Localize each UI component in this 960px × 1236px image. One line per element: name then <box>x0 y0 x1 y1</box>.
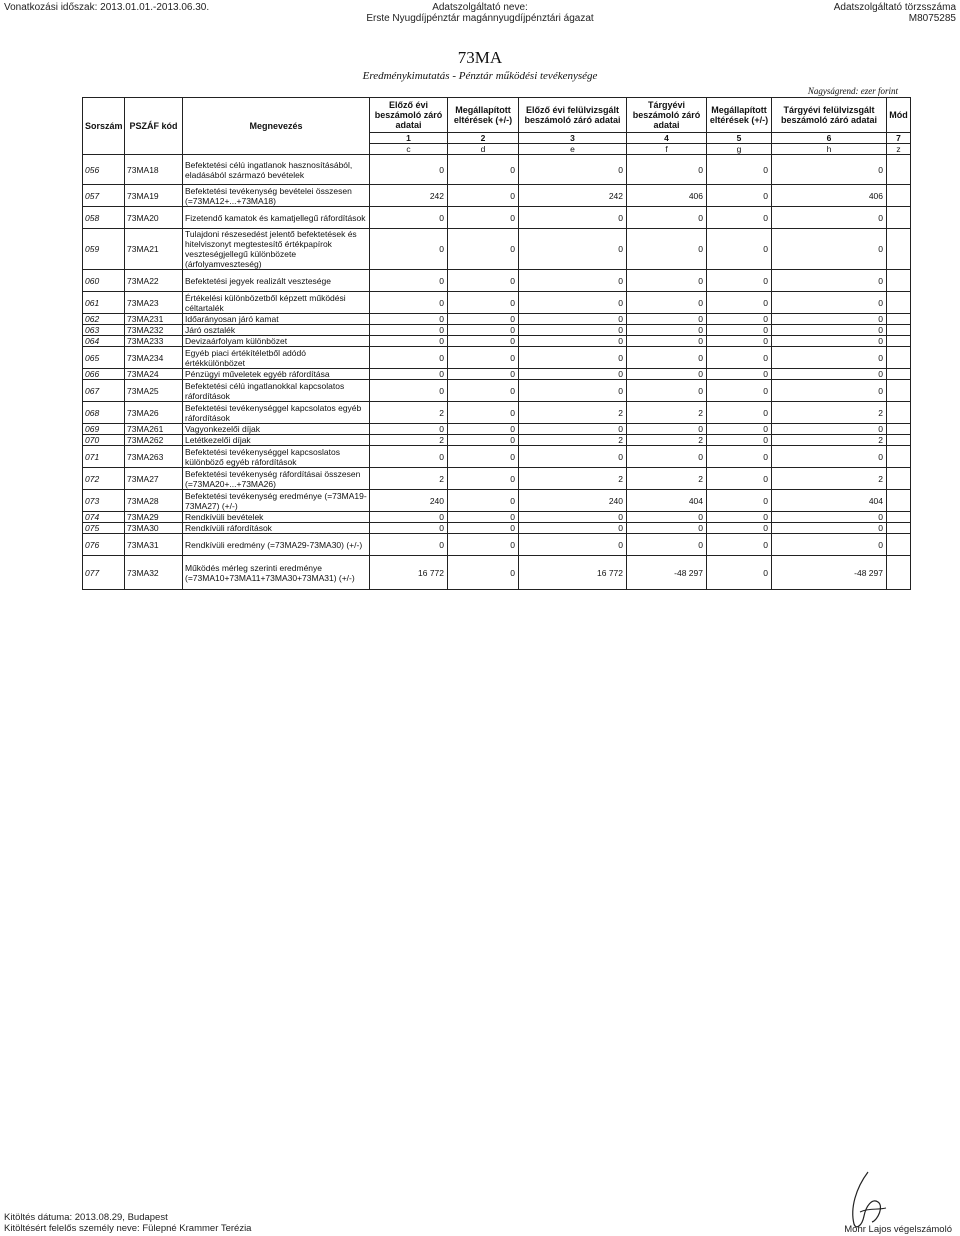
row-sorszam: 077 <box>83 556 125 590</box>
row-pszaf-kod: 73MA231 <box>125 314 183 325</box>
row-sorszam: 074 <box>83 512 125 523</box>
row-value: 0 <box>519 229 627 270</box>
row-value: 0 <box>370 424 448 435</box>
row-value: 0 <box>707 402 772 424</box>
row-megnevezes: Befektetési jegyek realizált vesztesége <box>183 270 370 292</box>
row-mod <box>887 534 911 556</box>
row-value: 0 <box>448 155 519 185</box>
col-letter: c <box>370 144 448 155</box>
row-value: 0 <box>707 185 772 207</box>
table-row <box>83 336 911 347</box>
row-sorszam: 058 <box>83 207 125 229</box>
row-value: 240 <box>370 490 448 512</box>
row-pszaf-kod: 73MA262 <box>125 435 183 446</box>
row-value: 2 <box>519 402 627 424</box>
row-value: 0 <box>707 207 772 229</box>
row-value: 0 <box>519 424 627 435</box>
col-curr-diff: Megállapított eltérések (+/-) <box>707 98 772 133</box>
row-mod <box>887 468 911 490</box>
row-value: 0 <box>627 325 707 336</box>
row-value: 0 <box>519 155 627 185</box>
row-value: 0 <box>370 446 448 468</box>
row-value: 0 <box>370 155 448 185</box>
row-value: 0 <box>448 523 519 534</box>
row-megnevezes: Befektetési tevékenységgel kapcsoslatos különböző egyéb ráfordítások <box>183 446 370 468</box>
row-value: 0 <box>448 336 519 347</box>
row-value: 0 <box>707 490 772 512</box>
row-mod <box>887 424 911 435</box>
row-value: 2 <box>627 468 707 490</box>
row-value: 0 <box>448 402 519 424</box>
row-value: 0 <box>370 292 448 314</box>
row-mod <box>887 347 911 369</box>
row-megnevezes: Működés mérleg szerinti eredménye (=73MA10+73MA11+73MA30+73MA31) (+/-) <box>183 556 370 590</box>
row-value: 0 <box>370 314 448 325</box>
row-value: 0 <box>627 336 707 347</box>
row-value: 0 <box>448 380 519 402</box>
row-value: 0 <box>519 512 627 523</box>
row-megnevezes: Letétkezelői díjak <box>183 435 370 446</box>
table-row <box>83 468 911 490</box>
row-value: 0 <box>772 523 887 534</box>
row-mod <box>887 380 911 402</box>
row-sorszam: 071 <box>83 446 125 468</box>
row-megnevezes: Befektetési tevékenység bevételei összesen (=73MA12+...+73MA18) <box>183 185 370 207</box>
row-pszaf-kod: 73MA24 <box>125 369 183 380</box>
row-value: 0 <box>627 229 707 270</box>
row-value: 406 <box>772 185 887 207</box>
row-pszaf-kod: 73MA31 <box>125 534 183 556</box>
row-sorszam: 062 <box>83 314 125 325</box>
row-value: 0 <box>448 556 519 590</box>
table-row <box>83 314 911 325</box>
row-sorszam: 066 <box>83 369 125 380</box>
row-value: 2 <box>772 435 887 446</box>
report-subtitle: Eredménykimutatás - Pénztár működési tevékenysége <box>362 70 598 82</box>
unit-label: Nagyságrend: ezer forint <box>807 86 898 96</box>
row-pszaf-kod: 73MA18 <box>125 155 183 185</box>
row-value: 0 <box>448 292 519 314</box>
row-value: 0 <box>519 207 627 229</box>
row-value: 0 <box>707 446 772 468</box>
row-value: 0 <box>448 185 519 207</box>
col-number: 4 <box>627 133 707 144</box>
row-value: 0 <box>707 534 772 556</box>
row-pszaf-kod: 73MA20 <box>125 207 183 229</box>
row-sorszam: 065 <box>83 347 125 369</box>
row-value: 0 <box>370 325 448 336</box>
row-mod <box>887 292 911 314</box>
row-value: 0 <box>772 512 887 523</box>
row-pszaf-kod: 73MA21 <box>125 229 183 270</box>
row-pszaf-kod: 73MA23 <box>125 292 183 314</box>
col-megnevezes: Megnevezés <box>183 98 370 155</box>
row-value: 0 <box>707 325 772 336</box>
row-value: 0 <box>370 229 448 270</box>
row-value: 404 <box>772 490 887 512</box>
row-pszaf-kod: 73MA29 <box>125 512 183 523</box>
row-megnevezes: Befektetési tevékenység ráfordításai összesen (=73MA20+...+73MA26) <box>183 468 370 490</box>
row-value: 2 <box>519 468 627 490</box>
row-sorszam: 075 <box>83 523 125 534</box>
row-value: 406 <box>627 185 707 207</box>
table-row <box>83 185 911 207</box>
row-sorszam: 063 <box>83 325 125 336</box>
row-value: 0 <box>772 270 887 292</box>
row-megnevezes: Tulajdoni részesedést jelentő befektetések és hitelviszonyt megtestesítő értékpapírok veszteségjellegű különbözete (árfolyamveszteség) <box>183 229 370 270</box>
row-value: 2 <box>370 468 448 490</box>
column-header-row <box>83 98 911 133</box>
report-title: 73MA <box>457 48 503 67</box>
row-value: 0 <box>772 534 887 556</box>
row-value: 0 <box>448 207 519 229</box>
row-value: 0 <box>370 347 448 369</box>
table-row <box>83 424 911 435</box>
row-value: 0 <box>448 446 519 468</box>
row-value: 0 <box>370 207 448 229</box>
row-value: 0 <box>772 207 887 229</box>
row-value: 240 <box>519 490 627 512</box>
fill-date: Kitöltés dátuma: 2013.08.29, Budapest <box>4 1212 168 1223</box>
row-value: 0 <box>772 424 887 435</box>
signature <box>838 1168 898 1230</box>
row-value: 0 <box>772 336 887 347</box>
row-sorszam: 069 <box>83 424 125 435</box>
row-pszaf-kod: 73MA25 <box>125 380 183 402</box>
row-value: 0 <box>627 369 707 380</box>
row-pszaf-kod: 73MA233 <box>125 336 183 347</box>
table-row <box>83 380 911 402</box>
row-mod <box>887 402 911 424</box>
provider-name-label: Adatszolgáltató neve: <box>432 2 528 13</box>
row-megnevezes: Járó osztalék <box>183 325 370 336</box>
row-sorszam: 073 <box>83 490 125 512</box>
row-value: 0 <box>627 523 707 534</box>
row-value: 0 <box>627 314 707 325</box>
row-value: 0 <box>707 380 772 402</box>
row-sorszam: 059 <box>83 229 125 270</box>
row-mod <box>887 336 911 347</box>
row-value: 0 <box>627 534 707 556</box>
row-mod <box>887 270 911 292</box>
row-megnevezes: Rendkívüli bevételek <box>183 512 370 523</box>
row-pszaf-kod: 73MA27 <box>125 468 183 490</box>
row-value: 0 <box>448 325 519 336</box>
row-value: 0 <box>448 534 519 556</box>
row-pszaf-kod: 73MA263 <box>125 446 183 468</box>
row-value: 0 <box>448 424 519 435</box>
period-label: Vonatkozási időszak: 2013.01.01.-2013.06.30. <box>4 2 210 13</box>
provider-id-value: M8075285 <box>908 13 956 24</box>
row-sorszam: 067 <box>83 380 125 402</box>
row-value: 0 <box>627 270 707 292</box>
row-value: 0 <box>627 347 707 369</box>
row-pszaf-kod: 73MA234 <box>125 347 183 369</box>
table-row <box>83 534 911 556</box>
row-sorszam: 068 <box>83 402 125 424</box>
col-prev-audited: Előző évi felülvizsgált beszámoló záró adatai <box>519 98 627 133</box>
row-value: 0 <box>519 523 627 534</box>
row-mod <box>887 185 911 207</box>
row-megnevezes: Devizaárfolyam különbözet <box>183 336 370 347</box>
row-mod <box>887 446 911 468</box>
row-megnevezes: Befektetési tevékenység eredménye (=73MA19-73MA27) (+/-) <box>183 490 370 512</box>
col-number: 3 <box>519 133 627 144</box>
table-row <box>83 402 911 424</box>
col-mod: Mód <box>887 98 911 133</box>
row-value: 0 <box>772 446 887 468</box>
row-value: 0 <box>772 380 887 402</box>
row-megnevezes: Értékelési különbözetből képzett működési céltartalék <box>183 292 370 314</box>
row-mod <box>887 435 911 446</box>
row-megnevezes: Egyéb piaci értékítéletből adódó értékkülönbözet <box>183 347 370 369</box>
col-number: 2 <box>448 133 519 144</box>
row-mod <box>887 155 911 185</box>
row-sorszam: 061 <box>83 292 125 314</box>
table-row <box>83 270 911 292</box>
row-value: -48 297 <box>627 556 707 590</box>
col-letter: f <box>627 144 707 155</box>
col-letter: g <box>707 144 772 155</box>
row-value: 2 <box>772 402 887 424</box>
row-value: 0 <box>627 207 707 229</box>
table-row <box>83 292 911 314</box>
provider-name <box>0 2 960 24</box>
row-megnevezes: Időarányosan járó kamat <box>183 314 370 325</box>
row-value: 0 <box>519 314 627 325</box>
row-value: 0 <box>772 292 887 314</box>
row-megnevezes: Rendkívüli ráfordítások <box>183 523 370 534</box>
row-pszaf-kod: 73MA22 <box>125 270 183 292</box>
row-value: 242 <box>370 185 448 207</box>
row-pszaf-kod: 73MA232 <box>125 325 183 336</box>
row-pszaf-kod: 73MA28 <box>125 490 183 512</box>
row-value: 0 <box>772 369 887 380</box>
row-value: 0 <box>707 512 772 523</box>
col-curr-audited: Tárgyévi felülvizsgált beszámoló záró adatai <box>772 98 887 133</box>
row-megnevezes: Befektetési tevékenységgel kapcsolatos egyéb ráfordítások <box>183 402 370 424</box>
row-value: 0 <box>519 270 627 292</box>
row-mod <box>887 325 911 336</box>
row-value: 0 <box>370 270 448 292</box>
row-value: 0 <box>448 512 519 523</box>
table-row <box>83 523 911 534</box>
row-value: 0 <box>627 424 707 435</box>
table-row <box>83 512 911 523</box>
row-value: 0 <box>627 292 707 314</box>
col-number: 1 <box>370 133 448 144</box>
row-value: 0 <box>370 336 448 347</box>
col-number: 5 <box>707 133 772 144</box>
row-pszaf-kod: 73MA19 <box>125 185 183 207</box>
row-value: 0 <box>448 270 519 292</box>
col-letter: d <box>448 144 519 155</box>
row-value: 0 <box>519 380 627 402</box>
row-sorszam: 070 <box>83 435 125 446</box>
row-mod <box>887 490 911 512</box>
provider-id <box>834 2 956 24</box>
row-value: 0 <box>707 314 772 325</box>
table-row <box>83 446 911 468</box>
row-megnevezes: Vagyonkezelői díjak <box>183 424 370 435</box>
row-sorszam: 057 <box>83 185 125 207</box>
row-value: 0 <box>519 347 627 369</box>
row-value: 2 <box>370 402 448 424</box>
row-megnevezes: Befektetési célú ingatlanokkal kapcsolatos ráfordítások <box>183 380 370 402</box>
row-value: 0 <box>772 155 887 185</box>
col-number: 7 <box>887 133 911 144</box>
col-prev-report: Előző évi beszámoló záró adatai <box>370 98 448 133</box>
row-sorszam: 064 <box>83 336 125 347</box>
row-sorszam: 060 <box>83 270 125 292</box>
provider-id-label: Adatszolgáltató törzsszáma <box>833 2 956 13</box>
table-row <box>83 435 911 446</box>
row-pszaf-kod: 73MA26 <box>125 402 183 424</box>
row-mod <box>887 523 911 534</box>
row-value: 0 <box>519 369 627 380</box>
table-row <box>83 347 911 369</box>
row-megnevezes: Pénzügyi műveletek egyéb ráfordítása <box>183 369 370 380</box>
row-value: 0 <box>707 369 772 380</box>
row-value: 0 <box>707 435 772 446</box>
table-body <box>83 155 911 590</box>
col-prev-diff: Megállapított eltérések (+/-) <box>448 98 519 133</box>
income-statement-table <box>82 97 911 590</box>
row-value: 2 <box>370 435 448 446</box>
row-mod <box>887 512 911 523</box>
row-value: 242 <box>519 185 627 207</box>
row-value: 0 <box>519 325 627 336</box>
row-value: 0 <box>627 512 707 523</box>
row-pszaf-kod: 73MA30 <box>125 523 183 534</box>
row-value: 0 <box>370 380 448 402</box>
row-value: 0 <box>370 534 448 556</box>
table-row <box>83 207 911 229</box>
responsible-person: Kitöltésért felelős személy neve: Fülepné Krammer Terézia <box>4 1223 252 1234</box>
row-value: 0 <box>519 446 627 468</box>
row-mod <box>887 229 911 270</box>
row-mod <box>887 207 911 229</box>
col-letter: h <box>772 144 887 155</box>
row-value: 2 <box>627 402 707 424</box>
table-row <box>83 229 911 270</box>
row-value: 0 <box>707 523 772 534</box>
col-number: 6 <box>772 133 887 144</box>
row-sorszam: 072 <box>83 468 125 490</box>
table-row <box>83 369 911 380</box>
table-row <box>83 155 911 185</box>
table-row <box>83 325 911 336</box>
row-value: 0 <box>772 314 887 325</box>
row-megnevezes: Befektetési célú ingatlanok hasznosításából, eladásából származó bevételek <box>183 155 370 185</box>
table-row <box>83 556 911 590</box>
row-value: 2 <box>519 435 627 446</box>
row-value: 0 <box>772 229 887 270</box>
row-value: 0 <box>707 155 772 185</box>
row-value: 0 <box>707 468 772 490</box>
row-sorszam: 056 <box>83 155 125 185</box>
row-value: 0 <box>448 369 519 380</box>
row-value: 16 772 <box>519 556 627 590</box>
row-value: 0 <box>707 270 772 292</box>
row-value: 0 <box>707 292 772 314</box>
col-letter: e <box>519 144 627 155</box>
row-mod <box>887 314 911 325</box>
row-value: 0 <box>707 556 772 590</box>
row-value: 2 <box>627 435 707 446</box>
row-megnevezes: Rendkívüli eredmény (=73MA29-73MA30) (+/-) <box>183 534 370 556</box>
row-value: 0 <box>448 435 519 446</box>
col-sorszam: Sorszám <box>83 98 125 155</box>
row-value: 16 772 <box>370 556 448 590</box>
row-value: 0 <box>627 380 707 402</box>
col-letter: z <box>887 144 911 155</box>
row-mod <box>887 369 911 380</box>
row-pszaf-kod: 73MA261 <box>125 424 183 435</box>
row-value: 0 <box>448 229 519 270</box>
row-megnevezes: Fizetendő kamatok és kamatjellegű ráfordítások <box>183 207 370 229</box>
row-value: 0 <box>627 446 707 468</box>
col-pszaf-kod: PSZÁF kód <box>125 98 183 155</box>
row-value: 0 <box>448 347 519 369</box>
row-value: 0 <box>772 347 887 369</box>
row-value: 0 <box>519 534 627 556</box>
row-mod <box>887 556 911 590</box>
col-curr-report: Tárgyévi beszámoló záró adatai <box>627 98 707 133</box>
row-value: 0 <box>448 490 519 512</box>
row-value: 0 <box>448 314 519 325</box>
row-value: -48 297 <box>772 556 887 590</box>
row-value: 0 <box>519 336 627 347</box>
row-value: 0 <box>519 292 627 314</box>
signer-name: Mohr Lajos végelszámoló <box>844 1224 952 1235</box>
row-value: 0 <box>707 229 772 270</box>
row-value: 404 <box>627 490 707 512</box>
row-value: 0 <box>772 325 887 336</box>
row-value: 0 <box>627 155 707 185</box>
row-value: 0 <box>707 347 772 369</box>
row-value: 0 <box>370 512 448 523</box>
row-value: 0 <box>448 468 519 490</box>
table-row <box>83 490 911 512</box>
row-pszaf-kod: 73MA32 <box>125 556 183 590</box>
row-value: 0 <box>707 424 772 435</box>
footer-left <box>4 1212 251 1234</box>
row-value: 0 <box>370 523 448 534</box>
row-value: 0 <box>370 369 448 380</box>
provider-name-value: Erste Nyugdíjpénztár magánnyugdíjpénztári ágazat <box>366 13 594 24</box>
row-value: 0 <box>707 336 772 347</box>
row-sorszam: 076 <box>83 534 125 556</box>
row-value: 2 <box>772 468 887 490</box>
